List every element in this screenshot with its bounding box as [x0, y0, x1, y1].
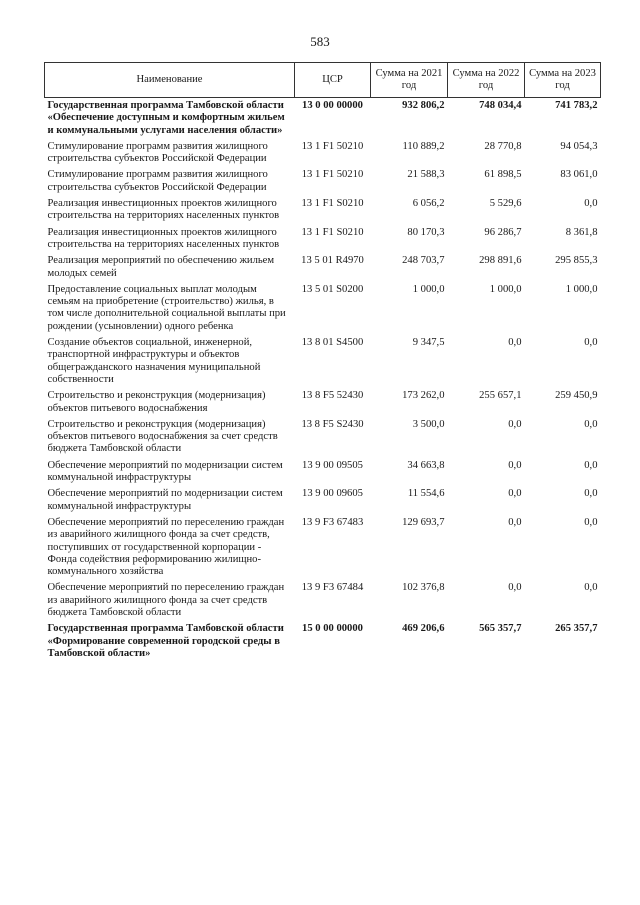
row-csr: 13 0 00 00000: [302, 100, 363, 111]
row-csr: 13 9 F3 67483: [301, 516, 364, 528]
row-sum-2021: 11 554,6: [407, 488, 445, 500]
row-csr: 13 1 F1 50210: [301, 169, 364, 181]
table-row: [45, 141, 601, 170]
row-sum-2022: 0,0: [508, 459, 522, 471]
row-sum-2021: 102 376,8: [402, 582, 445, 594]
table-row: [45, 517, 601, 582]
header-sum-2023: Сумма на 2023 год: [525, 63, 601, 98]
row-sum-2022: 5 529,6: [489, 198, 522, 210]
row-sum-2022: 0,0: [508, 418, 522, 430]
table-row: [45, 255, 601, 284]
row-sum-2023: 265 357,7: [555, 623, 598, 635]
row-sum-2021: 34 663,8: [407, 459, 445, 471]
row-name: Стимулирование программ развития жилищного строительства субъектов Российской Федерации: [47, 140, 268, 165]
row-sum-2022: 0,0: [508, 516, 522, 528]
row-sum-2021: 21 588,3: [407, 169, 445, 181]
row-sum-2022: 565 357,7: [479, 623, 522, 635]
row-csr: 15 0 00 00000: [302, 623, 363, 635]
table-row: [45, 390, 601, 419]
row-sum-2023: 0,0: [584, 582, 598, 594]
row-sum-2023: 0,0: [584, 418, 598, 430]
row-csr: 13 9 00 09605: [302, 488, 363, 500]
row-sum-2021: 1 000,0: [412, 283, 445, 295]
row-csr: 13 5 01 S0200: [301, 283, 364, 295]
row-sum-2021: 129 693,7: [402, 516, 445, 528]
row-sum-2022: 748 034,4: [479, 100, 522, 111]
header-name: Наименование: [45, 63, 295, 98]
row-sum-2023: 1 000,0: [565, 283, 598, 295]
row-sum-2023: 0,0: [584, 198, 598, 210]
row-sum-2022: 1 000,0: [489, 283, 522, 295]
table-row: [45, 582, 601, 623]
row-sum-2022: 298 891,6: [479, 255, 522, 267]
row-sum-2023: 83 061,0: [560, 169, 598, 181]
row-sum-2021: 248 703,7: [402, 255, 445, 267]
row-sum-2023: 741 783,2: [555, 100, 598, 111]
row-name: Строительство и реконструкция (модернизация) объектов питьевого водоснабжения за счет средств бюджета Тамбовской области: [47, 418, 278, 455]
row-sum-2021: 6 056,2: [412, 198, 445, 210]
table-header: [45, 63, 601, 98]
table-row: [45, 460, 601, 489]
table-row: [45, 284, 601, 337]
row-sum-2022: 0,0: [508, 337, 522, 349]
row-csr: 13 9 F3 67484: [301, 582, 364, 594]
row-name: Строительство и реконструкция (модернизация) объектов питьевого водоснабжения: [47, 390, 266, 414]
row-sum-2023: 8 361,8: [565, 226, 598, 238]
row-csr: 13 8 01 S4500: [301, 337, 364, 349]
row-csr: 13 1 F1 S0210: [301, 226, 364, 238]
table-body: [45, 98, 601, 665]
row-name: Реализация мероприятий по обеспечению жильем молодых семей: [47, 255, 275, 279]
row-name: Стимулирование программ развития жилищного строительства субъектов Российской Федерации: [47, 169, 268, 193]
row-sum-2021: 80 170,3: [407, 226, 445, 238]
table-row: [45, 169, 601, 198]
row-sum-2021: 932 806,2: [402, 100, 445, 111]
row-sum-2023: 0,0: [584, 459, 598, 471]
row-sum-2022: 61 898,5: [484, 169, 522, 181]
row-csr: 13 1 F1 50210: [301, 140, 364, 152]
header-sum-2022: Сумма на 2022 год: [448, 63, 525, 98]
row-sum-2021: 173 262,0: [402, 390, 445, 402]
row-name: Государственная программа Тамбовской области «Формирование современной городской среды в Тамбовской области»: [47, 623, 284, 659]
row-csr: 13 8 F5 52430: [301, 390, 364, 402]
row-name: Создание объектов социальной, инженерной, транспортной инфраструктуры и объектов общегражданского назначения муниципальной собственности: [47, 337, 261, 385]
row-sum-2022: 255 657,1: [479, 390, 522, 402]
row-csr: 13 9 00 09505: [302, 459, 363, 471]
row-name: Обеспечение мероприятий по переселению граждан из аварийного жилищного фонда за счет средств бюджета Тамбовской области: [47, 582, 285, 618]
budget-table: [44, 62, 601, 664]
row-sum-2022: 28 770,8: [484, 140, 522, 152]
row-name: Обеспечение мероприятий по модернизации систем коммунальной инфраструктуры: [47, 459, 283, 484]
table-row: [45, 337, 601, 390]
row-sum-2021: 110 889,2: [402, 140, 445, 152]
table-row: [45, 488, 601, 517]
table-row: [45, 419, 601, 460]
row-csr: 13 5 01 R4970: [301, 255, 364, 267]
header-csr: ЦСР: [295, 63, 371, 98]
row-name: Государственная программа Тамбовской области «Обеспечение доступным и комфортным жильем и коммунальными услугами населения области»: [47, 100, 285, 136]
row-name: Предоставление социальных выплат молодым семьям на приобретение (строительство) жилья, в том числе дополнительной социальной выплаты при рождении (усыновлении) одного ребенка: [47, 283, 286, 332]
row-sum-2023: 0,0: [584, 516, 598, 528]
table-row: [45, 198, 601, 227]
row-sum-2023: 94 054,3: [560, 140, 598, 152]
row-name: Обеспечение мероприятий по модернизации систем коммунальной инфраструктуры: [47, 488, 283, 512]
row-name: Обеспечение мероприятий по переселению граждан из аварийного жилищного фонда за счет средств, поступивших от государственной корпорации - Фонда содействия реформированию жилищно-коммунального хозяйства: [47, 516, 285, 578]
row-sum-2023: 259 450,9: [555, 390, 598, 402]
row-sum-2021: 9 347,5: [412, 337, 445, 349]
row-name: Реализация инвестиционных проектов жилищного строительства на территориях населенных пунктов: [47, 226, 280, 250]
row-sum-2022: 96 286,7: [484, 226, 522, 238]
row-sum-2021: 3 500,0: [412, 418, 445, 430]
row-sum-2023: 0,0: [584, 337, 598, 349]
row-name: Реализация инвестиционных проектов жилищного строительства на территориях населенных пунктов: [47, 198, 280, 222]
table-row: [45, 623, 601, 664]
page-number: 583: [310, 34, 330, 49]
row-sum-2023: 0,0: [584, 488, 598, 500]
row-csr: 13 8 F5 S2430: [301, 418, 364, 430]
row-sum-2022: 0,0: [508, 488, 522, 500]
row-csr: 13 1 F1 S0210: [301, 198, 364, 210]
row-sum-2023: 295 855,3: [555, 255, 598, 267]
header-sum-2021: Сумма на 2021 год: [371, 63, 448, 98]
row-sum-2022: 0,0: [508, 582, 522, 594]
table-row: [45, 98, 601, 141]
row-sum-2021: 469 206,6: [402, 623, 445, 635]
table-row: [45, 227, 601, 256]
